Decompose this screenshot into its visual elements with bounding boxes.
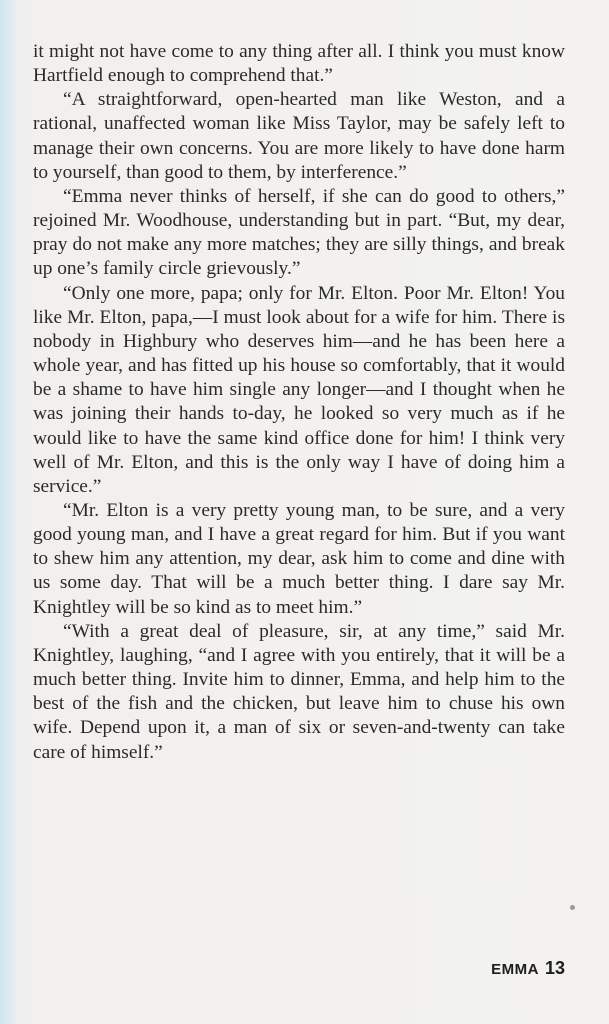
page-edge-shadow [0,0,16,1024]
paragraph-6: “With a great deal of pleasure, sir, at any time,” said Mr. Knightley, laughing, “and I agree with you entirely, that it will be a much better thing. Invite him to dinner, Emma, and help him to the best of the fish and the chicken, but leave him to chuse his own wife. Depend upon it, a man of six or seven-and-twenty can take care of himself.” [33,620,565,763]
running-title: EMMA [491,961,539,978]
paragraph-4: “Only one more, papa; only for Mr. Elton. Poor Mr. Elton! You like Mr. Elton, papa,—I must look about for a wife for him. There is nobody in Highbury who deserves him—and he has been here a whole year, and has fitted up his house so comfortably, that it would be a shame to have him single any longer—and I thought when he was joining their hands to-day, he looked so very much as if he would like to have the same kind office done for him! I think very well of Mr. Elton, and this is the only way I have of doing him a service.” [33,282,565,497]
print-speck [570,905,575,910]
paragraph-3: “Emma never thinks of herself, if she can do good to others,” rejoined Mr. Woodhouse, understanding but in part. “But, my dear, pray do not make any more matches; they are silly things, and break up one’s family circle grievously.” [33,185,565,280]
page-footer [491,958,565,979]
paragraph-1: it might not have come to any thing after all. I think you must know Hartfield enough to comprehend that.” [33,41,565,87]
body-text [33,40,565,765]
paragraph-2: “A straightforward, open-hearted man like Weston, and a rational, unaffected woman like Miss Taylor, may be safely left to manage their own concerns. You are more likely to have done harm to yourself, than good to them, by interference.” [33,89,565,183]
page-number: 13 [544,958,565,978]
paragraph-5: “Mr. Elton is a very pretty young man, to be sure, and a very good young man, and I have a great regard for him. But if you want to shew him any attention, my dear, ask him to come and dine with us some day. That will be a much better thing. I dare say Mr. Knightley will be so kind as to meet him.” [33,499,565,618]
